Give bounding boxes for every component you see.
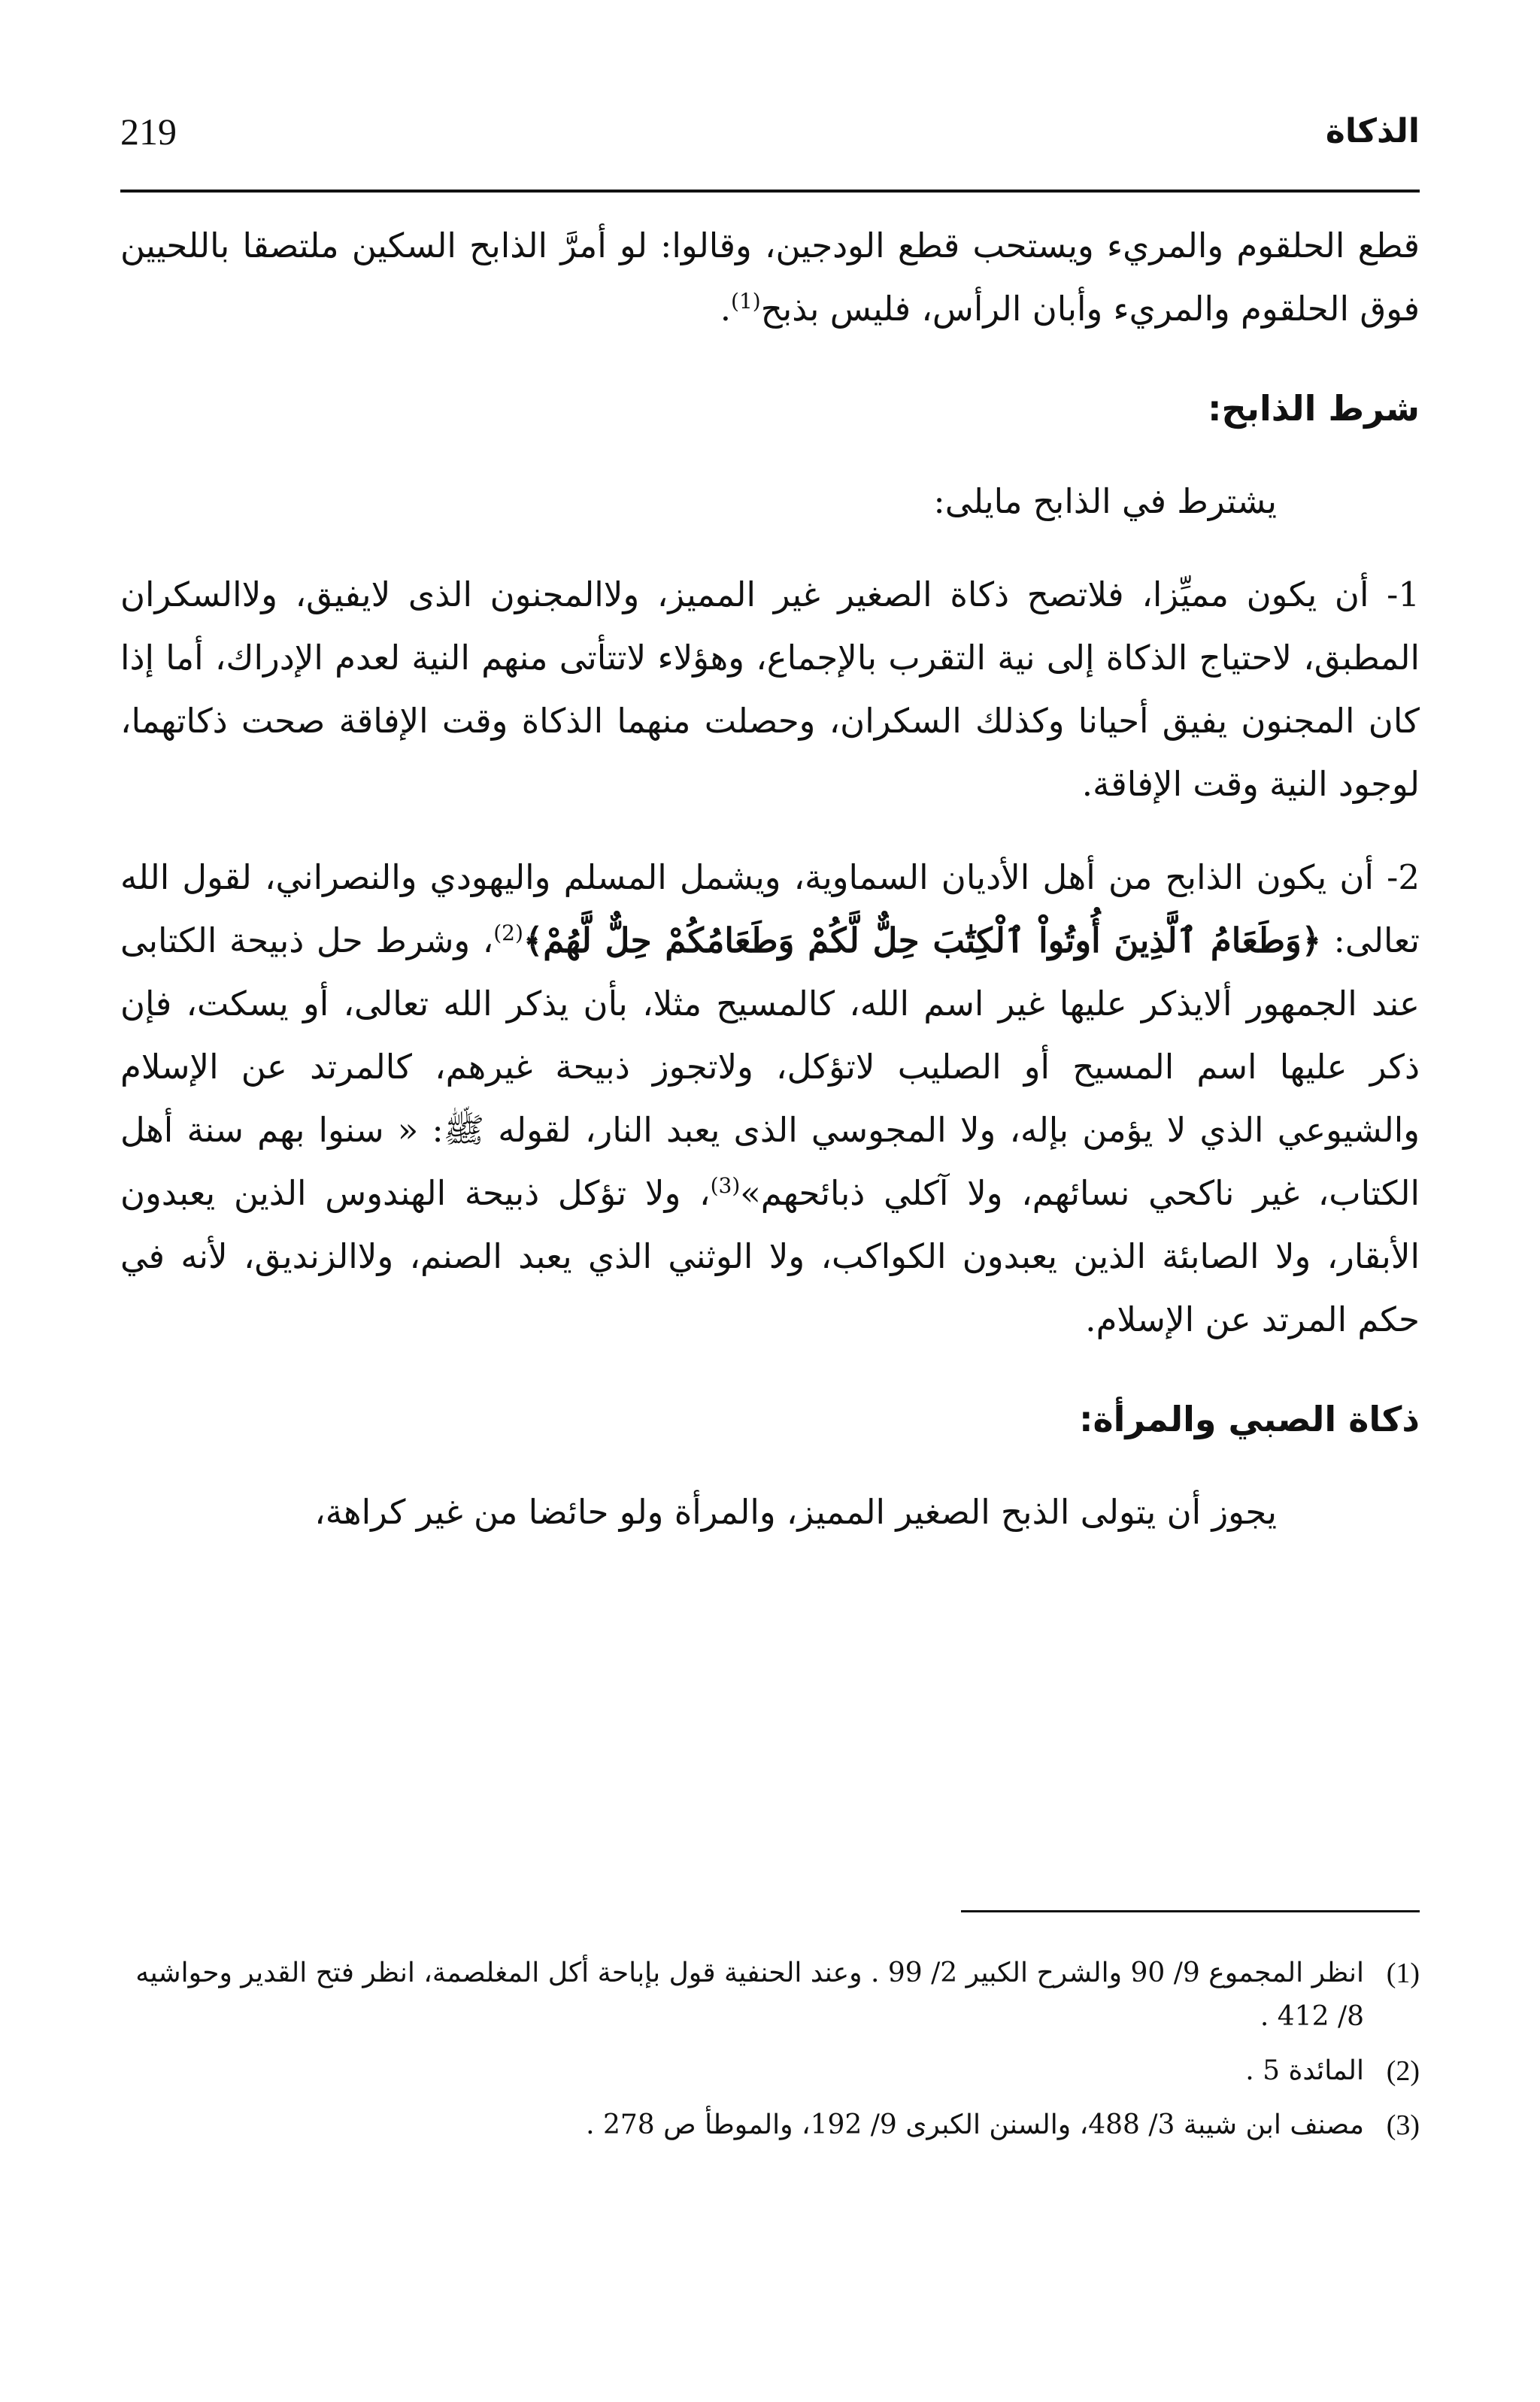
footnote: [120, 1952, 1420, 2039]
paragraph-text: ، وشرط حل ذبيحة الكتابى عند الجمهور ألايذكر عليها غير اسم الله، كالمسيح مثلا، بأن يذكر الله تعالى، أو يسكت، فإن ذكر عليها اسم المسيح أو الصليب لاتؤكل، ولاتجوز ذبيحة غيرهم، كالمرتد عن الإسلام والشيوعي الذي لا يؤمن بإله، ولا المجوسي الذى يعبد النار، لقوله ﷺ: « سنوا بهم سنة أهل الكتاب، غير ناكحي نسائهم، ولا آكلي ذبائحهم»: [120, 920, 1420, 1213]
section-heading: شرط الذابح:: [1208, 388, 1420, 429]
quran-verse: ﴿وَطَعَامُ ٱلَّذِينَ أُوتُواْ ٱلْكِتَٰبَ حِلٌّ لَّكُمْ وَطَعَامُكُمْ حِلٌّ لَّهُمْ﴾: [523, 920, 1322, 960]
paragraph-text: ، ولا تؤكل ذبيحة الهندوس الذين يعبدون الأبقار، ولا الصابئة الذين يعبدون الكواكب، ولا الوثني الذي يعبد الصنم، ولاالزنديق، لأنه في حكم المرتد عن الإسلام.: [120, 1173, 1420, 1339]
paragraph-text: قطع الحلقوم والمريء ويستحب قطع الودجين، وقالوا: لو أمرَّ الذابح السكين ملتصقا باللحيين فوق الحلقوم والمريء وأبان الرأس، فليس بذبح: [120, 226, 1420, 329]
page-number: 219: [120, 111, 177, 153]
footnote-text: المائدة 5 .: [1245, 2055, 1364, 2086]
footnote-text: مصنف ابن شيبة 3/ 488، والسنن الكبرى 9/ 192، والموطأ ص 278 .: [586, 2109, 1364, 2140]
footnote-ref: (3): [710, 1173, 741, 1198]
footnote-number: (3): [1386, 2109, 1420, 2141]
paragraph: يجوز أن يتولى الذبح الصغير المميز، والمرأة ولو حائضا من غير كراهة،: [314, 1492, 1277, 1532]
page-header: [120, 105, 1420, 165]
running-title: الذكاة: [1325, 112, 1420, 150]
paragraph-text: 2- أن يكون الذابح من أهل الأديان السماوية، ويشمل المسلم واليهودي والنصراني، لقول الله تعالى:: [120, 857, 1420, 960]
list-item: [120, 846, 1420, 1351]
paragraph: يشترط في الذابح مايلى:: [933, 481, 1277, 521]
footnote-text: انظر المجموع 9/ 90 والشرح الكبير 2/ 99 . وعند الحنفية قول بإباحة أكل المغلصمة، انظر فتح القدير وحواشيه 8/ 412 .: [135, 1958, 1364, 2032]
footnote-number: (1): [1386, 1958, 1420, 1989]
punctuation: .: [720, 289, 732, 329]
paragraph: [120, 214, 1420, 341]
footnote-number: (2): [1386, 2055, 1420, 2087]
footnotes: [120, 1952, 1420, 2158]
header-rule: [120, 190, 1420, 193]
footnote: [120, 2103, 1420, 2147]
section-heading: ذكاة الصبي والمرأة:: [1079, 1399, 1420, 1439]
footnote-ref: (1): [731, 289, 761, 314]
main-text: [120, 214, 1420, 1544]
footnote-rule: [961, 1910, 1420, 1912]
list-item: 1- أن يكون مميِّزا، فلاتصح ذكاة الصغير غير المميز، ولاالمجنون الذى لايفيق، ولاالسكران المطبق، لاحتياج الذكاة إلى نية التقرب بالإجماع، وهؤلاء لاتتأتى منهم النية لعدم الإدراك، أما إذا كان المجنون يفيق أحيانا وكذلك السكران، وحصلت منهما الذكاة وقت الإفاقة صحت ذكاتهما، لوجود النية وقت الإفاقة.: [120, 575, 1420, 804]
footnote-ref: (2): [493, 920, 523, 945]
footnote: [120, 2049, 1420, 2093]
